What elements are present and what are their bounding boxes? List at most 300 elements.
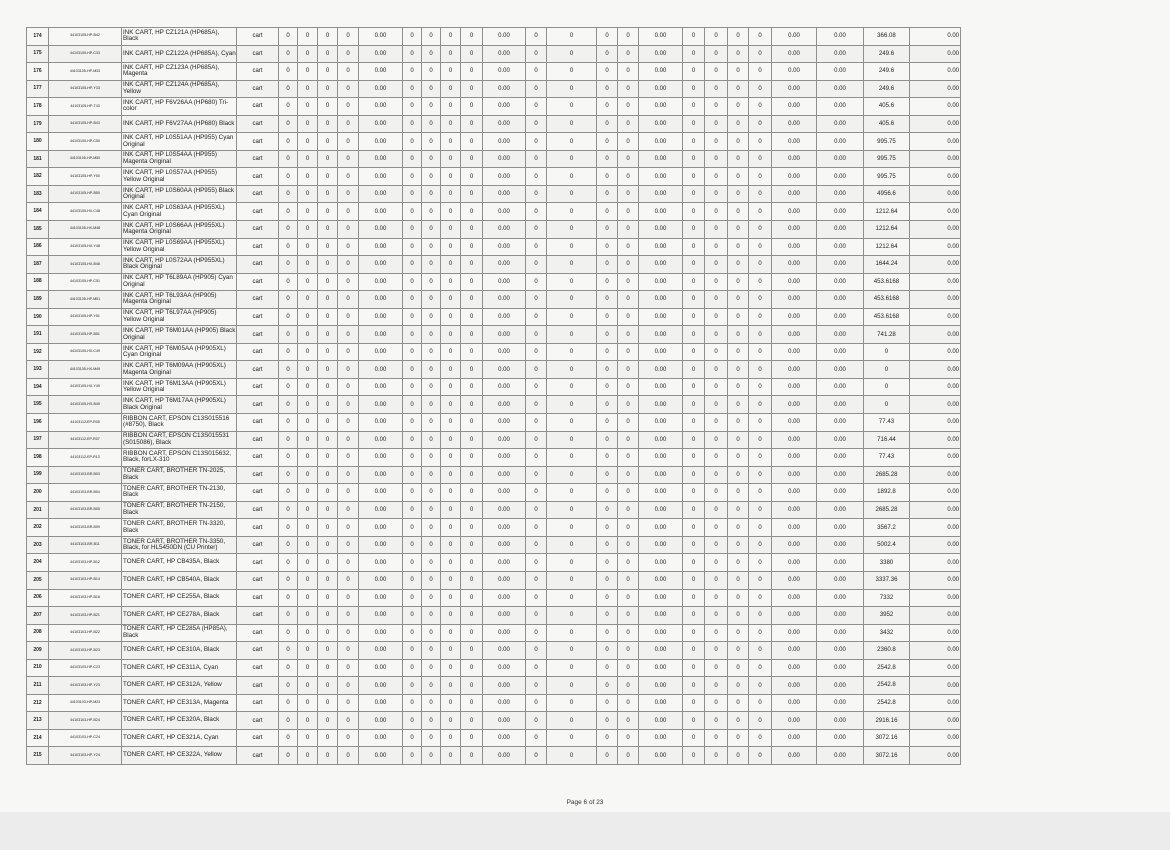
quantity-cell: 0.00	[817, 677, 864, 695]
quantity-cell: 0	[597, 203, 618, 221]
item-number: 197	[27, 431, 49, 449]
quantity-cell: 0	[318, 642, 338, 660]
quantity-cell: 0	[705, 677, 728, 695]
quantity-cell: 0	[279, 729, 298, 747]
quantity-cell: 0	[749, 63, 772, 81]
unit-price: 405.6	[864, 98, 910, 116]
quantity-cell: 0	[683, 677, 705, 695]
quantity-cell: 0.00	[639, 431, 683, 449]
quantity-cell: 0	[298, 694, 318, 712]
unit-of-measure: cart	[237, 554, 279, 572]
quantity-cell: 0.00	[817, 378, 864, 396]
item-number: 201	[27, 501, 49, 519]
quantity-cell: 0	[526, 63, 547, 81]
quantity-cell: 0	[705, 80, 728, 98]
quantity-cell: 0	[728, 378, 749, 396]
item-code: 44103105-HP-C51	[49, 273, 122, 291]
item-description: INK CART, HP CZ122A (HP685A), Cyan	[122, 45, 237, 63]
quantity-cell: 0	[279, 133, 298, 151]
quantity-cell: 0	[318, 308, 338, 326]
unit-of-measure: cart	[237, 466, 279, 484]
unit-price: 3337.36	[864, 571, 910, 589]
quantity-cell: 0	[728, 150, 749, 168]
quantity-cell: 0	[683, 80, 705, 98]
total-amount: 0.00	[910, 747, 961, 765]
quantity-cell: 0	[597, 361, 618, 379]
quantity-cell: 0.00	[359, 607, 403, 625]
quantity-cell: 0	[298, 273, 318, 291]
item-description: INK CART, HP T6L89AA (HP905) Cyan Original	[122, 273, 237, 291]
quantity-cell: 0.00	[639, 115, 683, 133]
quantity-cell: 0	[597, 396, 618, 414]
quantity-cell: 0	[728, 694, 749, 712]
quantity-cell: 0	[597, 659, 618, 677]
unit-price: 3952	[864, 607, 910, 625]
quantity-cell: 0	[279, 466, 298, 484]
quantity-cell: 0	[618, 45, 639, 63]
quantity-cell: 0	[441, 571, 461, 589]
quantity-cell: 0	[338, 642, 359, 660]
quantity-cell: 0.00	[483, 747, 526, 765]
quantity-cell: 0	[318, 624, 338, 642]
item-number: 181	[27, 150, 49, 168]
quantity-cell: 0	[422, 501, 441, 519]
quantity-cell: 0	[422, 185, 441, 203]
quantity-cell: 0	[618, 203, 639, 221]
quantity-cell: 0	[441, 185, 461, 203]
quantity-cell: 0	[279, 378, 298, 396]
item-number: 179	[27, 115, 49, 133]
item-description: TONER CART, HP CB435A, Black	[122, 554, 237, 572]
quantity-cell: 0	[403, 361, 422, 379]
quantity-cell: 0.00	[483, 554, 526, 572]
quantity-cell: 0.00	[359, 168, 403, 186]
quantity-cell: 0.00	[639, 747, 683, 765]
quantity-cell: 0	[618, 28, 639, 46]
quantity-cell: 0	[461, 63, 483, 81]
quantity-cell: 0	[298, 326, 318, 344]
quantity-cell: 0	[279, 642, 298, 660]
quantity-cell: 0	[279, 45, 298, 63]
item-code: 44103103-BR-B05	[49, 501, 122, 519]
unit-of-measure: cart	[237, 536, 279, 554]
unit-of-measure: cart	[237, 378, 279, 396]
table-row	[27, 624, 1055, 642]
quantity-cell: 0	[526, 519, 547, 537]
quantity-cell: 0	[403, 571, 422, 589]
quantity-cell: 0.00	[817, 431, 864, 449]
quantity-cell: 0	[318, 589, 338, 607]
quantity-cell: 0.00	[639, 554, 683, 572]
quantity-cell: 0	[547, 168, 597, 186]
quantity-cell: 0	[683, 571, 705, 589]
quantity-cell: 0	[547, 45, 597, 63]
quantity-cell: 0	[749, 396, 772, 414]
quantity-cell: 0	[461, 729, 483, 747]
quantity-cell: 0	[318, 28, 338, 46]
quantity-cell: 0	[547, 729, 597, 747]
quantity-cell: 0	[683, 449, 705, 467]
quantity-cell: 0	[749, 729, 772, 747]
quantity-cell: 0	[279, 431, 298, 449]
table-row	[27, 378, 1055, 396]
item-code: 44103103-HP-B24	[49, 712, 122, 730]
quantity-cell: 0.00	[817, 607, 864, 625]
quantity-cell: 0	[298, 115, 318, 133]
quantity-cell: 0	[597, 466, 618, 484]
quantity-cell: 0	[422, 45, 441, 63]
quantity-cell: 0.00	[359, 203, 403, 221]
item-description: INK CART, HP L0S57AA (HP955) Yellow Original	[122, 168, 237, 186]
quantity-cell: 0	[705, 624, 728, 642]
quantity-cell: 0.00	[772, 273, 817, 291]
quantity-cell: 0.00	[639, 659, 683, 677]
item-description: INK CART, HP L0S69AA (HP955XL) Yellow Original	[122, 238, 237, 256]
quantity-cell: 0	[422, 712, 441, 730]
item-number: 214	[27, 729, 49, 747]
table-row	[27, 607, 1055, 625]
page-number: Page 6 of 23	[566, 799, 604, 806]
total-amount: 0.00	[910, 536, 961, 554]
table-row	[27, 642, 1055, 660]
quantity-cell: 0	[338, 150, 359, 168]
quantity-cell: 0.00	[483, 414, 526, 432]
quantity-cell: 0	[683, 501, 705, 519]
quantity-cell: 0.00	[817, 28, 864, 46]
quantity-cell: 0	[705, 343, 728, 361]
quantity-cell: 0	[683, 694, 705, 712]
quantity-cell: 0	[461, 150, 483, 168]
quantity-cell: 0	[298, 554, 318, 572]
quantity-cell: 0	[547, 98, 597, 116]
table-row	[27, 256, 1055, 274]
item-code: 44103112-EP-R05	[49, 414, 122, 432]
quantity-cell: 0	[318, 466, 338, 484]
quantity-cell: 0	[749, 238, 772, 256]
quantity-cell: 0.00	[772, 133, 817, 151]
quantity-cell: 0	[279, 712, 298, 730]
quantity-cell: 0	[441, 729, 461, 747]
item-description: INK CART, HP T6L97AA (HP905) Yellow Original	[122, 308, 237, 326]
unit-of-measure: cart	[237, 414, 279, 432]
quantity-cell: 0	[749, 466, 772, 484]
quantity-cell: 0.00	[483, 694, 526, 712]
quantity-cell: 0.00	[359, 221, 403, 239]
unit-price: 1892.8	[864, 484, 910, 502]
quantity-cell: 0	[526, 414, 547, 432]
quantity-cell: 0	[461, 747, 483, 765]
quantity-cell: 0.00	[359, 677, 403, 695]
quantity-cell: 0	[683, 624, 705, 642]
quantity-cell: 0.00	[639, 63, 683, 81]
quantity-cell: 0.00	[639, 98, 683, 116]
total-amount: 0.00	[910, 677, 961, 695]
total-amount: 0.00	[910, 642, 961, 660]
quantity-cell: 0	[597, 589, 618, 607]
quantity-cell: 0	[728, 659, 749, 677]
unit-price: 2542.8	[864, 659, 910, 677]
quantity-cell: 0.00	[483, 484, 526, 502]
quantity-cell: 0	[422, 343, 441, 361]
quantity-cell: 0	[461, 414, 483, 432]
total-amount: 0.00	[910, 624, 961, 642]
item-number: 185	[27, 221, 49, 239]
unit-of-measure: cart	[237, 343, 279, 361]
item-code: 44103105-HP-B50	[49, 185, 122, 203]
item-code: 44103105-HP-C50	[49, 133, 122, 151]
total-amount: 0.00	[910, 98, 961, 116]
total-amount: 0.00	[910, 712, 961, 730]
quantity-cell: 0	[597, 554, 618, 572]
unit-price: 995.75	[864, 168, 910, 186]
quantity-cell: 0	[441, 28, 461, 46]
quantity-cell: 0	[547, 273, 597, 291]
quantity-cell: 0.00	[639, 361, 683, 379]
quantity-cell: 0	[338, 607, 359, 625]
quantity-cell: 0	[526, 449, 547, 467]
quantity-cell: 0	[318, 80, 338, 98]
item-code: 44103103-HP-C23	[49, 659, 122, 677]
quantity-cell: 0	[403, 185, 422, 203]
quantity-cell: 0	[705, 115, 728, 133]
unit-price: 453.6168	[864, 308, 910, 326]
quantity-cell: 0	[403, 115, 422, 133]
quantity-cell: 0.00	[772, 449, 817, 467]
quantity-cell: 0	[422, 378, 441, 396]
quantity-cell: 0	[338, 677, 359, 695]
unit-price: 716.44	[864, 431, 910, 449]
quantity-cell: 0.00	[639, 414, 683, 432]
quantity-cell: 0.00	[639, 607, 683, 625]
quantity-cell: 0	[318, 168, 338, 186]
quantity-cell: 0.00	[639, 273, 683, 291]
quantity-cell: 0	[403, 273, 422, 291]
quantity-cell: 0	[279, 677, 298, 695]
item-description: INK CART, HP T6M09AA (HP905XL) Magenta Original	[122, 361, 237, 379]
quantity-cell: 0	[318, 343, 338, 361]
quantity-cell: 0	[547, 80, 597, 98]
item-description: INK CART, HP L0S51AA (HP955) Cyan Original	[122, 133, 237, 151]
table-row	[27, 308, 1055, 326]
item-description: INK CART, HP T6M13AA (HP905XL) Yellow Original	[122, 378, 237, 396]
quantity-cell: 0.00	[359, 571, 403, 589]
quantity-cell: 0.00	[772, 519, 817, 537]
quantity-cell: 0	[279, 221, 298, 239]
quantity-cell: 0	[298, 150, 318, 168]
quantity-cell: 0	[526, 396, 547, 414]
quantity-cell: 0	[422, 238, 441, 256]
quantity-cell: 0	[422, 396, 441, 414]
quantity-cell: 0	[422, 694, 441, 712]
unit-of-measure: cart	[237, 571, 279, 589]
quantity-cell: 0.00	[817, 536, 864, 554]
quantity-cell: 0.00	[772, 361, 817, 379]
quantity-cell: 0	[279, 589, 298, 607]
quantity-cell: 0.00	[359, 273, 403, 291]
quantity-cell: 0.00	[483, 361, 526, 379]
quantity-cell: 0	[728, 747, 749, 765]
quantity-cell: 0	[422, 607, 441, 625]
item-code: 44103105-HX-B49	[49, 396, 122, 414]
quantity-cell: 0	[441, 414, 461, 432]
quantity-cell: 0	[749, 694, 772, 712]
quantity-cell: 0	[461, 466, 483, 484]
quantity-cell: 0	[441, 519, 461, 537]
item-description: INK CART, HP L0S54AA (HP955) Magenta Original	[122, 150, 237, 168]
quantity-cell: 0	[683, 607, 705, 625]
quantity-cell: 0.00	[639, 45, 683, 63]
item-number: 210	[27, 659, 49, 677]
table-row	[27, 519, 1055, 537]
quantity-cell: 0	[441, 308, 461, 326]
quantity-cell: 0.00	[817, 343, 864, 361]
quantity-cell: 0	[318, 659, 338, 677]
quantity-cell: 0	[683, 256, 705, 274]
quantity-cell: 0	[683, 238, 705, 256]
quantity-cell: 0	[526, 431, 547, 449]
item-description: TONER CART, HP CE320A, Black	[122, 712, 237, 730]
quantity-cell: 0	[298, 203, 318, 221]
quantity-cell: 0.00	[483, 133, 526, 151]
quantity-cell: 0	[618, 115, 639, 133]
quantity-cell: 0.00	[359, 466, 403, 484]
quantity-cell: 0	[728, 308, 749, 326]
item-description: TONER CART, HP CE313A, Magenta	[122, 694, 237, 712]
quantity-cell: 0.00	[483, 221, 526, 239]
quantity-cell: 0.00	[483, 431, 526, 449]
quantity-cell: 0.00	[483, 45, 526, 63]
quantity-cell: 0.00	[359, 28, 403, 46]
quantity-cell: 0	[318, 203, 338, 221]
item-code: 44103105-HX-M48	[49, 221, 122, 239]
quantity-cell: 0	[318, 571, 338, 589]
quantity-cell: 0	[597, 63, 618, 81]
table-row	[27, 115, 1055, 133]
quantity-cell: 0.00	[772, 291, 817, 309]
quantity-cell: 0	[749, 484, 772, 502]
quantity-cell: 0.00	[483, 378, 526, 396]
table-row	[27, 431, 1055, 449]
quantity-cell: 0	[403, 677, 422, 695]
quantity-cell: 0.00	[817, 221, 864, 239]
quantity-cell: 0	[547, 203, 597, 221]
quantity-cell: 0	[338, 536, 359, 554]
quantity-cell: 0.00	[772, 431, 817, 449]
quantity-cell: 0.00	[772, 642, 817, 660]
quantity-cell: 0	[728, 536, 749, 554]
unit-of-measure: cart	[237, 28, 279, 46]
quantity-cell: 0	[338, 133, 359, 151]
quantity-cell: 0	[683, 431, 705, 449]
quantity-cell: 0	[547, 115, 597, 133]
quantity-cell: 0.00	[772, 414, 817, 432]
unit-price: 453.6168	[864, 273, 910, 291]
quantity-cell: 0	[618, 712, 639, 730]
quantity-cell: 0	[338, 361, 359, 379]
unit-of-measure: cart	[237, 624, 279, 642]
quantity-cell: 0	[422, 659, 441, 677]
quantity-cell: 0	[461, 343, 483, 361]
unit-of-measure: cart	[237, 484, 279, 502]
quantity-cell: 0	[318, 431, 338, 449]
quantity-cell: 0	[461, 589, 483, 607]
quantity-cell: 0	[728, 291, 749, 309]
table-row	[27, 396, 1055, 414]
table-row	[27, 133, 1055, 151]
quantity-cell: 0	[547, 484, 597, 502]
quantity-cell: 0	[338, 624, 359, 642]
quantity-cell: 0	[441, 659, 461, 677]
quantity-cell: 0	[683, 273, 705, 291]
quantity-cell: 0	[318, 747, 338, 765]
item-description: INK CART, HP L0S66AA (HP955XL) Magenta Original	[122, 221, 237, 239]
quantity-cell: 0	[749, 378, 772, 396]
quantity-cell: 0	[526, 308, 547, 326]
quantity-cell: 0	[422, 221, 441, 239]
item-description: INK CART, HP T6M17AA (HP905XL) Black Original	[122, 396, 237, 414]
quantity-cell: 0	[298, 449, 318, 467]
quantity-cell: 0	[683, 98, 705, 116]
quantity-cell: 0	[422, 677, 441, 695]
quantity-cell: 0	[597, 729, 618, 747]
quantity-cell: 0	[422, 571, 441, 589]
unit-of-measure: cart	[237, 501, 279, 519]
item-code: 44103105-HP-M33	[49, 63, 122, 81]
item-number: 189	[27, 291, 49, 309]
quantity-cell: 0	[597, 185, 618, 203]
quantity-cell: 0.00	[639, 203, 683, 221]
quantity-cell: 0.00	[483, 501, 526, 519]
quantity-cell: 0	[441, 589, 461, 607]
unit-of-measure: cart	[237, 133, 279, 151]
total-amount: 0.00	[910, 45, 961, 63]
quantity-cell: 0	[403, 63, 422, 81]
item-code: 44103103-HP-B18	[49, 589, 122, 607]
quantity-cell: 0	[618, 308, 639, 326]
quantity-cell: 0	[318, 484, 338, 502]
quantity-cell: 0	[705, 449, 728, 467]
total-amount: 0.00	[910, 28, 961, 46]
item-description: INK CART, HP CZ123A (HP685A), Magenta	[122, 63, 237, 81]
quantity-cell: 0	[461, 28, 483, 46]
quantity-cell: 0	[547, 589, 597, 607]
item-code: 44103105-HP-Y51	[49, 308, 122, 326]
quantity-cell: 0	[728, 484, 749, 502]
quantity-cell: 0	[318, 45, 338, 63]
quantity-cell: 0	[683, 361, 705, 379]
quantity-cell: 0.00	[639, 80, 683, 98]
quantity-cell: 0	[422, 642, 441, 660]
item-code: 44103105-HP-B51	[49, 326, 122, 344]
quantity-cell: 0	[728, 414, 749, 432]
quantity-cell: 0	[618, 519, 639, 537]
quantity-cell: 0	[683, 414, 705, 432]
quantity-cell: 0	[279, 571, 298, 589]
quantity-cell: 0	[318, 414, 338, 432]
quantity-cell: 0.00	[639, 326, 683, 344]
quantity-cell: 0	[749, 501, 772, 519]
quantity-cell: 0	[298, 361, 318, 379]
quantity-cell: 0.00	[639, 519, 683, 537]
quantity-cell: 0	[298, 256, 318, 274]
quantity-cell: 0	[728, 168, 749, 186]
quantity-cell: 0	[279, 80, 298, 98]
quantity-cell: 0.00	[772, 203, 817, 221]
quantity-cell: 0	[618, 378, 639, 396]
quantity-cell: 0.00	[772, 589, 817, 607]
quantity-cell: 0	[526, 607, 547, 625]
table-row	[27, 98, 1055, 116]
